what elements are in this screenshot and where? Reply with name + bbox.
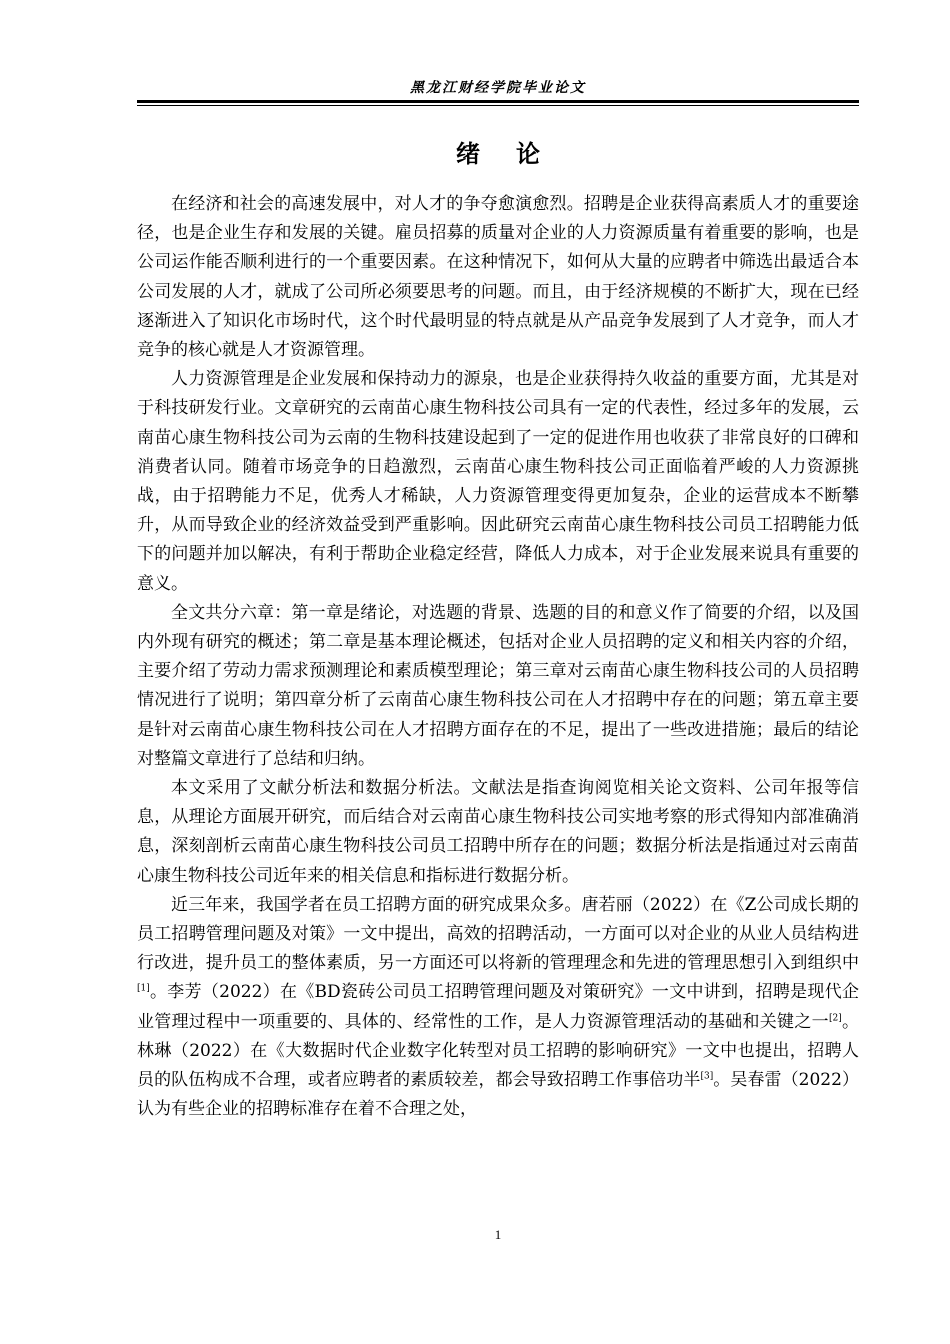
text-segment: 。李芳（2022）在《BD瓷砖公司员工招聘管理问题及对策研究》一文中讲到，招聘是现代企业管理过程中一项重要的、具体的、经常性的工作，是人力资源管理活动的基础和关键之一 xyxy=(137,982,859,1032)
paragraph-2: 人力资源管理是企业发展和保持动力的源泉，也是企业获得持久收益的重要方面，尤其是对于科技研发行业。文章研究的云南苗心康生物科技公司具有一定的代表性，经过多年的发展，云南苗心康生物科技公司为云南的生物科技建设起到了一定的促进作用也收获了非常良好的口碑和消费者认同。随着市场竞争的日趋激烈，云南苗心康生物科技公司正面临着严峻的人力资源挑战，由于招聘能力不足，优秀人才稀缺，人力资源管理变得更加复杂，企业的运营成本不断攀升，从而导致企业的经济效益受到严重影响。因此研究云南苗心康生物科技公司员工招聘能力低下的问题并加以解决，有利于帮助企业稳定经营，降低人力成本，对于企业发展来说具有重要的意义。 xyxy=(137,369,859,594)
header-rule-thick xyxy=(137,100,859,103)
citation-3: [3] xyxy=(700,1071,714,1082)
paragraph-5 xyxy=(137,891,859,1125)
text-segment: 近三年来，我国学者在员工招聘方面的研究成果众多。唐若丽（2022）在《Z公司成长期的员工招聘管理问题及对策》一文中提出，高效的招聘活动，一方面可以对企业的从业人员结构进行改进，提升员工的整体素质，另一方面还可以将新的管理理念和先进的管理思想引入到组织中 xyxy=(137,894,859,974)
paragraph-3: 全文共分六章：第一章是绪论，对选题的背景、选题的目的和意义作了简要的介绍，以及国内外现有研究的概述；第二章是基本理论概述，包括对企业人员招聘的定义和相关内容的介绍，主要介绍了劳动力需求预测理论和素质模型理论；第三章对云南苗心康生物科技公司的人员招聘情况进行了说明；第四章分析了云南苗心康生物科技公司在人才招聘中存在的问题；第五章主要是针对云南苗心康生物科技公司在人才招聘方面存在的不足，提出了一些改进措施；最后的结论对整篇文章进行了总结和归纳。 xyxy=(137,602,859,769)
header-rule-thin xyxy=(137,105,859,106)
text-segment: 。吴春雷（2022）认为有些企业的招聘标准存在着不合理之处， xyxy=(137,1070,860,1120)
body-text xyxy=(137,190,859,1125)
citation-2: [2] xyxy=(828,1013,842,1024)
page-number: 1 xyxy=(494,1227,502,1242)
running-header: 黑龙江财经学院毕业论文 xyxy=(410,80,586,96)
chapter-title: 绪论 xyxy=(456,140,576,168)
paragraph-4: 本文采用了文献分析法和数据分析法。文献法是指查询阅览相关论文资料、公司年报等信息，从理论方面展开研究，而后结合对云南苗心康生物科技公司实地考察的形式得知内部准确消息，深刻剖析云南苗心康生物科技公司员工招聘中所存在的问题；数据分析法是指通过对云南苗心康生物科技公司近年来的相关信息和指标进行数据分析。 xyxy=(137,778,859,886)
citation-1: [1] xyxy=(137,983,150,994)
text-segment: 。林琳（2022）在《大数据时代企业数字化转型对员工招聘的影响研究》一文中也提出，招聘人员的队伍构成不合理，或者应聘者的素质较差，都会导致招聘工作事倍功半 xyxy=(137,1011,860,1091)
paragraph-1: 在经济和社会的高速发展中，对人才的争夺愈演愈烈。招聘是企业获得高素质人才的重要途径，也是企业生存和发展的关键。雇员招募的质量对企业的人力资源质量有着重要的影响，也是公司运作能否顺利进行的一个重要因素。在这种情况下，如何从大量的应聘者中筛选出最适合本公司发展的人才，就成了公司所必须要思考的问题。而且，由于经济规模的不断扩大，现在已经逐渐进入了知识化市场时代，这个时代最明显的特点就是从产品竞争发展到了人才竞争，而人才竞争的核心就是人才资源管理。 xyxy=(137,194,859,361)
